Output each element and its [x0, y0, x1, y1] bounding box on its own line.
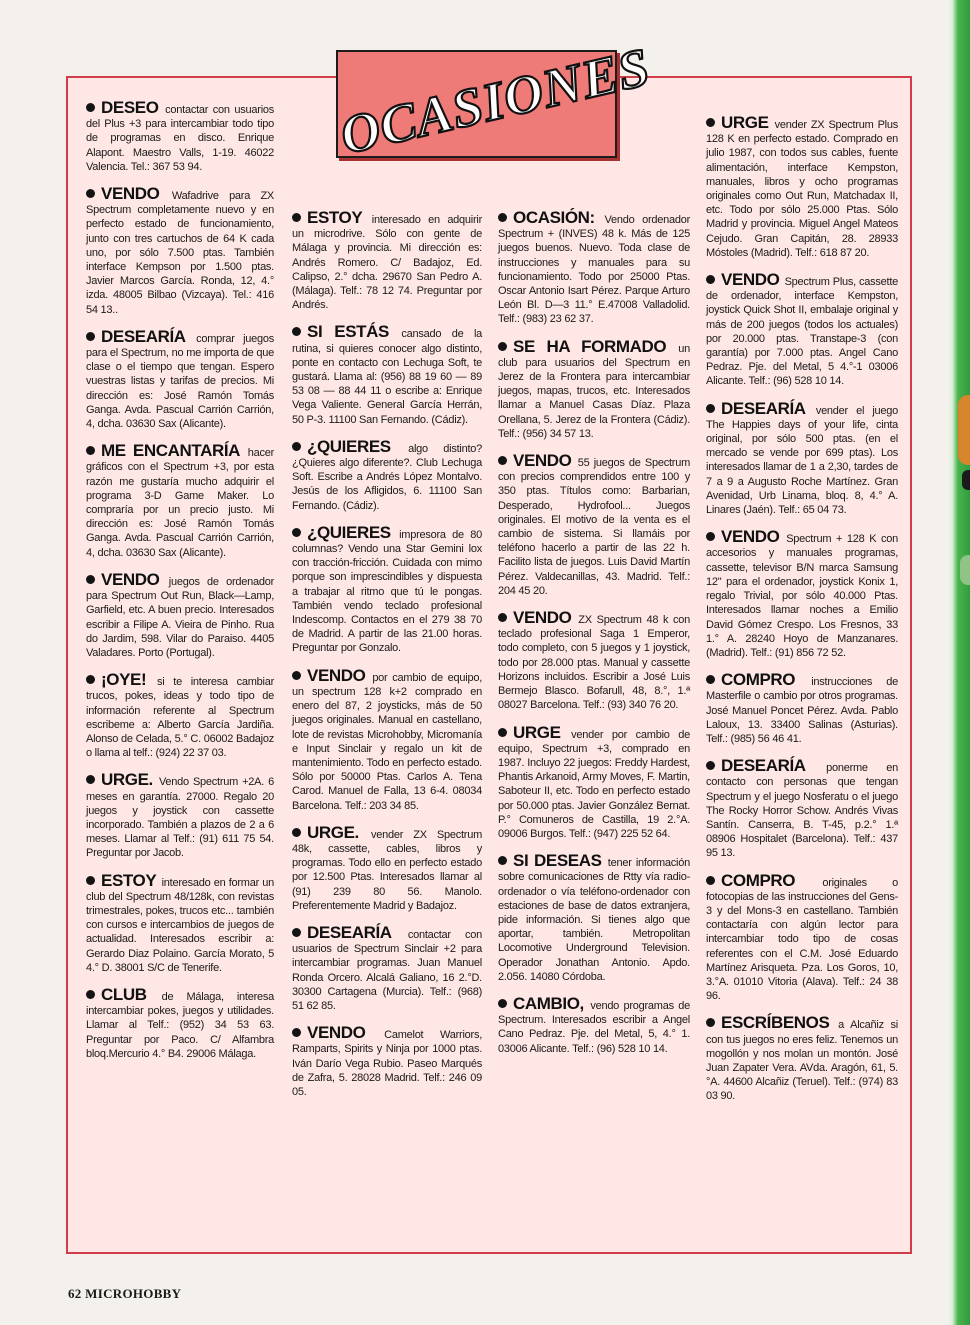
ad-text: un club para usuarios del Spectrum en Jerez de la Frontera para intercambiar juegos, mapas, trucos, etc. Interesados llamar a Manuel Casas Díaz. Plaza Orellana, 5. Jerez de la Frontera (Cádiz). Telf.: (956) 34 57 13. — [498, 342, 690, 440]
ad-text: comprar juegos para el Spectrum, no me importa de que clase o el tiempo que tengan. Espero vuestras listas y tarifas de precios. Mi dirección es: José Ramón Tomás Ganga. Avda. Pascual Carrión Carrión, 4, dcha. 03630 Sax (Alicante). — [86, 332, 274, 431]
bullet-icon — [292, 928, 301, 937]
classified-ad — [498, 336, 690, 441]
column-3 — [498, 200, 690, 1069]
ad-text: a Alcañiz si con tus juegos no eres feliz. Tenemos un mogollón y nos molan un montón. José Juan Zapater Vera. AVda. Aragón, 61, 5.°A. 44600 Alcañiz (Teruel). Telf.: (974) 83 03 90. — [706, 1019, 898, 1103]
edge-illustration-green — [960, 555, 970, 585]
classified-ad — [292, 1023, 482, 1099]
ad-text: instrucciones de Masterfile o cambio por otros programas. José Manuel Poncet Pérez. Avda. Pablo Laloux, 13. 33400 Salinas (Asturias). Telf.: (985) 56 46 41. — [706, 676, 898, 745]
ad-keyword: VENDO — [101, 184, 160, 204]
classified-ad — [498, 208, 690, 327]
bullet-icon — [86, 990, 95, 999]
ad-text: hacer gráficos con el Spectrum +3, por esta razón me gustaría mucho adquirir el programa 3-D Game Maker. Lo compraría por un precio justo. Mi dirección es: José Ramón Tomás Ganga. Avda. Pascual Carrión Carrión, 4, dcha. 03630 Sax (Alicante). — [86, 447, 274, 559]
bullet-icon — [498, 728, 507, 737]
ad-keyword: VENDO — [101, 569, 160, 589]
section-title: OCASIONES — [334, 36, 656, 166]
classified-ad — [498, 451, 690, 598]
ad-keyword: ME ENCANTARÍA — [101, 441, 241, 461]
classified-ad — [706, 756, 898, 860]
bullet-icon — [292, 442, 301, 451]
classified-ad — [706, 270, 898, 389]
bullet-icon — [706, 118, 715, 127]
bullet-icon — [706, 1018, 715, 1027]
bullet-icon — [498, 999, 507, 1008]
ad-keyword: CLUB — [101, 984, 147, 1004]
bullet-icon — [86, 575, 95, 584]
ad-text: vender ZX Spectrum 48k, cassette, cables, libros y programas. Todo ello en perfecto estado por 12.500 Ptas. Interesados llamar al (91) 239 80 56. Manolo. Preferentemente Madrid y Badajoz. — [292, 828, 483, 912]
ad-text: Spectrum Plus, cassette de ordenador, interface Kempston, joystick Quick Shot II, embalaje original y más de 200 juegos (todos los actuales) por 20.000 ptas. Transtape-3 (con garantía) por 7.000 ptas. Angel Cano Pedraz. Pje. del Metal, 5 4.°-1 03006 Alicante. Telf.: (96) 528 10 14. — [706, 276, 898, 388]
ad-keyword: CAMBIO, — [513, 993, 584, 1013]
classified-ad — [292, 822, 483, 913]
classified-ad — [86, 98, 274, 174]
bullet-icon — [86, 189, 95, 198]
edge-illustration-black — [962, 470, 970, 490]
bullet-icon — [498, 856, 507, 865]
classified-ad — [292, 522, 482, 656]
ad-keyword: SI DESEAS — [513, 851, 602, 871]
classified-ad — [86, 870, 274, 975]
bullet-icon — [706, 761, 715, 770]
classified-ad — [498, 851, 690, 984]
bullet-icon — [292, 1028, 301, 1037]
classified-ad — [86, 184, 275, 317]
ad-text: vender ZX Spectrum Plus 128 K en perfecto estado. Comprado en julio 1987, con todos sus cables, fuente alimentación, interface Kempston, manuales, libros y ocho programas originales como Out Run, Matchadax II, etc. Todo por sólo 25.000 Ptas. Sólo Madrid y provincia. Miguel Angel Mateos Cejudo. Gran Capitán, 28. 28933 Móstoles (Madrid). Telf.: 618 87 20. — [706, 119, 898, 259]
ad-keyword: VENDO — [513, 608, 572, 628]
ad-text: originales o fotocopias de las instrucciones del Gens-3 y del Mons-3 en castellano. También contactaría con algún lector para intercambiar todo tipo de cosas referentes con el C.M. José Eduardo Martínez Arisqueta. Pza. Los Goros, 10, 3.°A. 01010 Vitoria (Alava). Telf.: 24 38 96. — [706, 876, 898, 1003]
ad-text: cansado de la rutina, si quieres conocer algo distinto, ponte en contacto con Lechuga Soft, te gustará. Llama al: (956) 88 19 60 — 89 53 08 — 88 44 11 o escribe a: Enrique Vega Valiente. General García Herrán, 50 P-3. 11100 San Fernando. (Cádiz). — [292, 328, 483, 426]
bullet-icon — [86, 446, 95, 455]
classified-ad — [86, 569, 274, 660]
bullet-icon — [498, 213, 507, 222]
ad-text: ponerme en contacto con personas que tengan Spectrum y el juego Nosferatu o el juego The Rocky Horror Schow. Andrés Vivas Santín. Canserra, B. T-45, p.2.° 1.ª 08906 Hospitalet (Barcelona). Telf.: 437 95 13. — [706, 762, 898, 860]
ad-keyword: ¿QUIERES — [307, 436, 391, 456]
page-footer: 62 MICROHOBBY — [68, 1286, 182, 1301]
ad-text: vender por cambio de equipo, Spectrum +3, comprado en 1987. Incluyo 22 juegos: Freddy Hardest, Phantis Arkanoid, Army Moves, F. Martin, Saboteur II, etc. Todo en perfecto estado por 50.000 ptas. Javier González Bernat. P.° Comuneros de Castilla, 19 2.°A. 09006 Burgos. Telf.: (947) 225 52 64. — [498, 728, 690, 840]
ad-keyword: DESEARÍA — [101, 326, 186, 346]
classified-ad — [706, 527, 898, 660]
ad-text: algo distinto? ¿Quieres algo diferente?. Club Lechuga Soft. Escribe a Andrés López Montalvo. Jesús de los Afligidos, 6. 11100 San Fernando. (Cádiz). — [292, 442, 482, 512]
green-page-edge — [948, 0, 970, 1325]
bullet-icon — [86, 103, 95, 112]
ad-keyword: ESTOY — [101, 870, 157, 890]
ad-text: Wafadrive para ZX Spectrum completamente nuevo y en perfecto estado de funcionamiento, junto con tres cartuchos de 64 K cada uno, por sólo 7.500 ptas. También interface Kempson por 1.500 ptas. Javier Marcos García. Ronda, 12, 4.° izda. 48005 Bilbao (Vizcaya). Tel.: 416 54 13.. — [86, 190, 275, 316]
ad-keyword: DESEARÍA — [721, 398, 806, 418]
ad-text: Vendo ordenador Spectrum + (INVES) 48 k. Más de 125 juegos buenos. Nuevo. Toda clase de instrucciones y manuales para su funcionamiento. Todo por 25000 Ptas. Oscar Antonio Isart Pérez. Parque Arturo León Bl. D—3 11.° E.47008 Valladolid. Telf.: (983) 23 62 37. — [498, 214, 690, 326]
bullet-icon — [292, 828, 301, 837]
classified-ad — [706, 113, 898, 260]
ad-keyword: URGE — [721, 113, 769, 132]
bullet-icon — [86, 775, 95, 784]
ad-keyword: ¿QUIERES — [307, 522, 391, 542]
ad-text: por cambio de equipo, un spectrum 128 k+2 comprado en enero del 87, 2 joysticks, más de 50 juegos originales. Manual en castellano, lote de revistas Microhobby, Micromanía e Input Sinclair y regalo un kit de mantenimiento. Todo en perfecto estado. Sólo por 50000 Ptas. Carlos A. Tena Carod. Manuel de Falla, 13 6-4. 08034 Barcelona. Telf.: 203 34 85. — [292, 671, 482, 812]
ad-text: interesado en adquirir un microdrive. Sólo con gente de Málaga y provincia. Mi dirección es: Andrés Romero. C/ Badajoz, Ed. Calipso, 2.° dcha. 29670 San Pedro A. (Málaga). Telf.: 78 12 74. Preguntar por Andrés. — [292, 214, 483, 312]
ad-text: de Málaga, interesa intercambiar pokes, juegos y utilidades. Llamar al Telf.: (952) 34 53 63. Preguntar por Paco. C/ Alfambra bloq.Mercurio 4.° B4. 29006 Málaga. — [86, 990, 274, 1060]
ad-keyword: ESTOY — [307, 208, 363, 227]
ad-keyword: VENDO — [307, 665, 366, 685]
ad-keyword: URGE — [513, 722, 561, 742]
ad-keyword: URGE. — [307, 822, 359, 842]
classified-ad — [292, 665, 482, 813]
ad-keyword: SE HA FORMADO — [513, 336, 667, 356]
classified-ad — [498, 993, 690, 1056]
classified-ad — [292, 436, 482, 513]
classified-ad — [86, 670, 275, 760]
ad-text: contactar con usuarios de Spectrum Sinclair +2 para intercambiar programas. Juan Manuel Ronda Orcero. Alcalá Galiano, 16 2.°D. 30300 Cartagena (Murcia). Telf.: (968) 51 62 85. — [292, 928, 482, 1012]
bullet-icon — [292, 213, 301, 222]
classified-ad — [292, 922, 482, 1013]
ad-text: tener información sobre comunicaciones de Rtty vía radio-ordenador o vía teléfono-ordenador con estaciones de base de datos extranjera, pide información. Si tienes algo que aportar, también. Metropolitan Locomotive Underground Television. Operador Jonathan Antonio. Apdo. 2.056. 14080 Córdoba. — [498, 857, 690, 983]
ad-keyword: VENDO — [513, 451, 572, 471]
ad-keyword: OCASIÓN: — [513, 208, 595, 227]
ad-keyword: DESEARÍA — [307, 922, 392, 942]
bullet-icon — [292, 671, 301, 680]
bullet-icon — [706, 675, 715, 684]
ad-text: interesado en formar un club del Spectrum 48/128k, con revistas trimestrales, pokes, trucos etc... también con cursos e intercambios de juegos de actualidad. Interesados escribir a: Gerardo Diaz Polaino. García Morato, 5 4.° D. 38001 S/C de Tenerife. — [86, 876, 274, 974]
ad-text: impresora de 80 columnas? Vendo una Star Gemini lox con tracción-fricción. Cuidada con mimo porque son imprescindibles y dispuesta a trabajar al ritmo que tú le pongas. También vendo teclado profesional Indescomp. Contactos en el 279 38 70 de Madrid. A partir de las 21.00 horas. Preguntar por Gonzalo. — [292, 528, 482, 655]
column-2 — [292, 200, 482, 1112]
bullet-icon — [706, 532, 715, 541]
ad-text: vender el juego The Happies days of your life, cinta original, por sólo 500 ptas. (en el mercado se vende por 699 ptas). Los interesados llamar de 1 a 2,30, tardes de 7 a 9 a Augusto Roche Martínez. Gran Avenidad, Urb Linama, bloq. 8, 4.° A. Linares (Jaén). Telf.: 65 04 73. — [706, 404, 898, 517]
ad-text: vendo programas de Spectrum. Interesados escribir a Angel Cano Pedraz. Pje. del Metal, 5, 4.° 1. 03006 Alicante. Telf.: (96) 528 10 14. — [498, 999, 690, 1055]
ad-text: ZX Spectrum 48 k con teclado profesional Saga 1 Emperor, todo completo, con 5 juegos y 1 joystick, todo por 28.000 ptas. Manual y cassette Horizons incluidos. Escribir a José Luis Bermejo Blasco. Bofarull, 48, 8.°, 1.ª 08027 Barcelona. Telf.: (93) 340 76 20. — [498, 614, 691, 712]
classified-ad — [86, 984, 274, 1061]
ad-text: juegos de ordenador para Spectrum Out Run, Black—Lamp, Garfield, etc. A buen precio. Interesados escribir a Filipe A. Vieira de Pinho. Rua do Jardim, 598. Vilar do Paraiso. 4405 Valadares. Porto (Portugal). — [86, 575, 274, 659]
ad-text: contactar con usuarios del Plus +3 para intercambiar todo tipo de programas en disco. Enrique Alapont. Maestro Valls, 1-19. 46022 Valencia. Tel.: 367 53 94. — [86, 104, 274, 173]
ad-keyword: VENDO — [721, 270, 780, 290]
bullet-icon — [292, 528, 301, 537]
bullet-icon — [498, 613, 507, 622]
classified-ad — [86, 441, 274, 560]
classified-ad — [292, 208, 483, 312]
ad-keyword: URGE. — [101, 770, 153, 790]
ad-text: Camelot Warriors, Ramparts, Spirits y Ninja por 1000 ptas. Iván Darío Vega Rubio. Paseo Marqués de Zafra, 5. 28028 Madrid. Telf.: 246 09 05. — [292, 1029, 482, 1098]
ad-keyword: COMPRO — [721, 870, 796, 890]
bullet-icon — [86, 675, 95, 684]
bullet-icon — [86, 876, 95, 885]
column-4 — [706, 105, 898, 1117]
bullet-icon — [498, 456, 507, 465]
bullet-icon — [706, 404, 715, 413]
ad-keyword: ¡OYE! — [101, 670, 147, 690]
ad-keyword: ESCRÍBENOS — [721, 1013, 830, 1033]
ad-text: 55 juegos de Spectrum con precios comprendidos entre 100 y 350 ptas. Títulos como: Barbarian, Desperado, Hydrofool... Juegos originales. El motivo de la venta es el cambio de sistema. Si llamáis por teléfono hacerlo a partir de las 22 h. Facilito lista de juegos. Luis David Martín Pérez. Valdecanillas, 43. Madrid. Telf.: 204 45 20. — [498, 457, 690, 597]
bullet-icon — [498, 342, 507, 351]
bullet-icon — [706, 275, 715, 284]
classified-ad — [498, 608, 691, 712]
ad-text: Spectrum + 128 K con accesorios y manuales programas, cassette, televisor B/N marca Samsung 12" para el ordenador, joystick Konix 1, regalo Trivial, por sólo 40.000 Ptas. Interesados llamar noches a Emilio David Gómez Crespo. Los Fresnos, 33 1.° A. 28240 Hoyo de Manzanares. (Madrid). Telf.: (91) 856 72 52. — [706, 533, 898, 659]
classified-ad — [86, 326, 274, 431]
bullet-icon — [292, 327, 301, 336]
bullet-icon — [86, 332, 95, 341]
classified-ad — [706, 670, 898, 746]
ad-keyword: VENDO — [721, 527, 780, 547]
ad-keyword: DESEO — [101, 98, 159, 117]
classified-ad — [86, 770, 275, 860]
classified-ad — [706, 870, 898, 1004]
ad-keyword: SI ESTÁS — [307, 322, 389, 342]
ad-keyword: COMPRO — [721, 670, 796, 690]
classified-ad — [498, 722, 690, 842]
classified-ad — [706, 1013, 898, 1103]
column-1 — [86, 90, 274, 1074]
ad-keyword: VENDO — [307, 1023, 366, 1043]
ad-text: si te interesa cambiar trucos, pokes, ideas y todo tipo de información referente al Spectrum escribeme a: Alberto García Jardiña. Alonso de Celada, 5.° C. 06002 Badajoz o llama al telf.: (924) 22 37 03. — [86, 676, 275, 760]
edge-illustration-orange — [958, 395, 970, 465]
classified-ad — [292, 322, 483, 426]
classified-ad — [706, 398, 898, 518]
ad-keyword: DESEARÍA — [721, 756, 806, 776]
ad-text: Vendo Spectrum +2A. 6 meses en garantía. 27000. Regalo 20 juegos y joystick con cassette incorporado. También a plazos de 2 a 6 meses. Llamar al Telf.: (91) 611 75 54. Preguntar por Jacob. — [86, 776, 275, 860]
bullet-icon — [706, 876, 715, 885]
